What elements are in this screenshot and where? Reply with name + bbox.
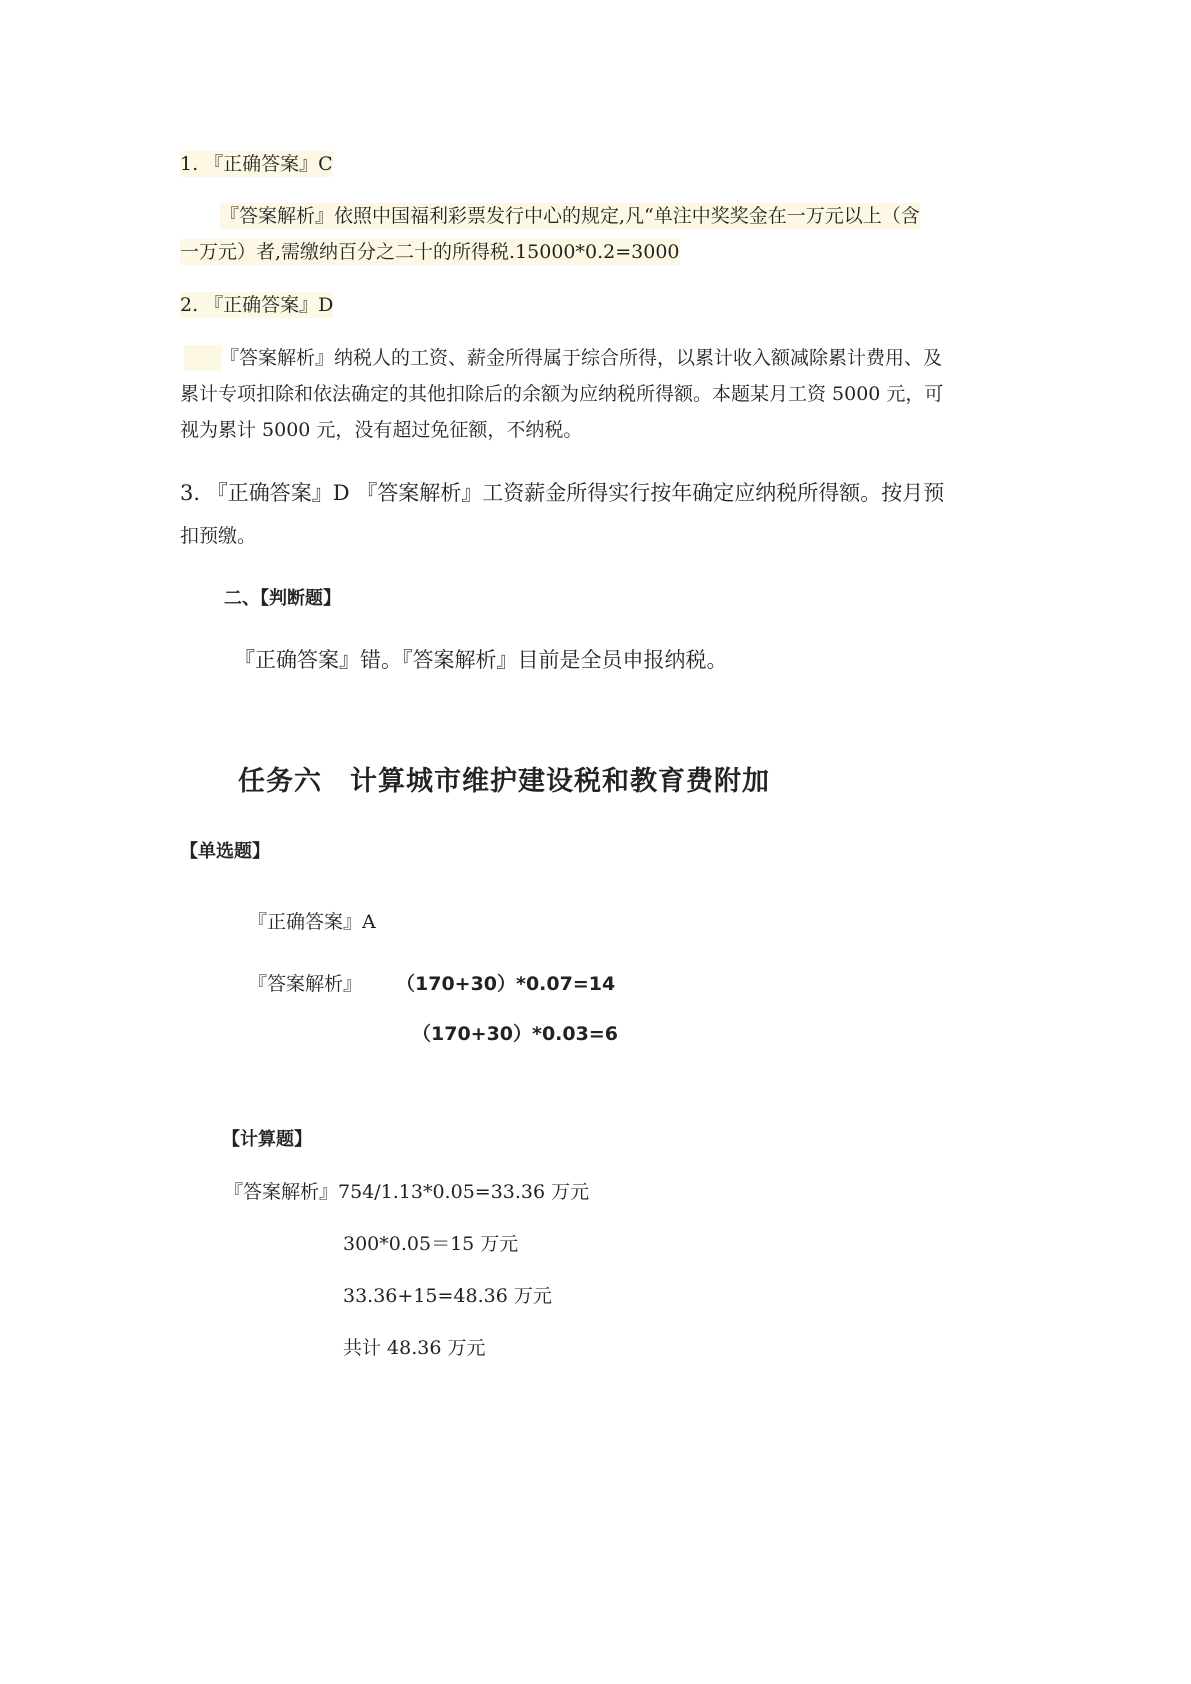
q1-analysis-line2: 一万元）者,需缴纳百分之二十的所得税.15000*0.2=3000 <box>180 241 680 263</box>
single-choice-answer: 『正确答案』A <box>248 911 376 933</box>
q3-line2: 扣预缴。 <box>180 525 257 547</box>
single-choice-calc1: （170+30）*0.07=14 <box>396 973 616 995</box>
q2-analysis-line3: 视为累计 5000 元，没有超过免征额，不纳税。 <box>180 419 583 441</box>
q2-indent-highlight <box>184 345 222 371</box>
single-choice-analysis-label: 『答案解析』 <box>248 973 363 995</box>
calculation-heading: 【计算题】 <box>222 1129 312 1150</box>
q2-analysis-line2: 累计专项扣除和依法确定的其他扣除后的余额为应纳税所得额。本题某月工资 5000 元，可 <box>180 383 944 405</box>
single-choice-heading: 【单选题】 <box>180 841 270 862</box>
calculation-line3: 33.36+15=48.36 万元 <box>343 1285 552 1307</box>
judge-answer: 『正确答案』错。『答案解析』目前是全员申报纳税。 <box>234 648 728 672</box>
q1-analysis-line1: 『答案解析』依照中国福利彩票发行中心的规定,凡“单注中奖奖金在一万元以上（含 <box>220 205 920 227</box>
page-title: 任务六 计算城市维护建设税和教育费附加 <box>238 766 770 797</box>
calculation-line1: 『答案解析』754/1.13*0.05=33.36 万元 <box>224 1181 590 1203</box>
calculation-line4: 共计 48.36 万元 <box>343 1337 486 1359</box>
judge-heading: 二、【判断题】 <box>224 588 341 609</box>
q3-line1: 3. 『正确答案』D 『答案解析』工资薪金所得实行按年确定应纳税所得额。按月预 <box>180 481 945 505</box>
q1-answer: 1. 『正确答案』C <box>180 153 333 175</box>
q2-answer: 2. 『正确答案』D <box>180 294 334 316</box>
q2-analysis-line1: 『答案解析』纳税人的工资、薪金所得属于综合所得，以累计收入额减除累计费用、及 <box>220 347 943 369</box>
single-choice-calc2: （170+30）*0.03=6 <box>412 1023 618 1045</box>
calculation-line2: 300*0.05＝15 万元 <box>343 1233 519 1255</box>
